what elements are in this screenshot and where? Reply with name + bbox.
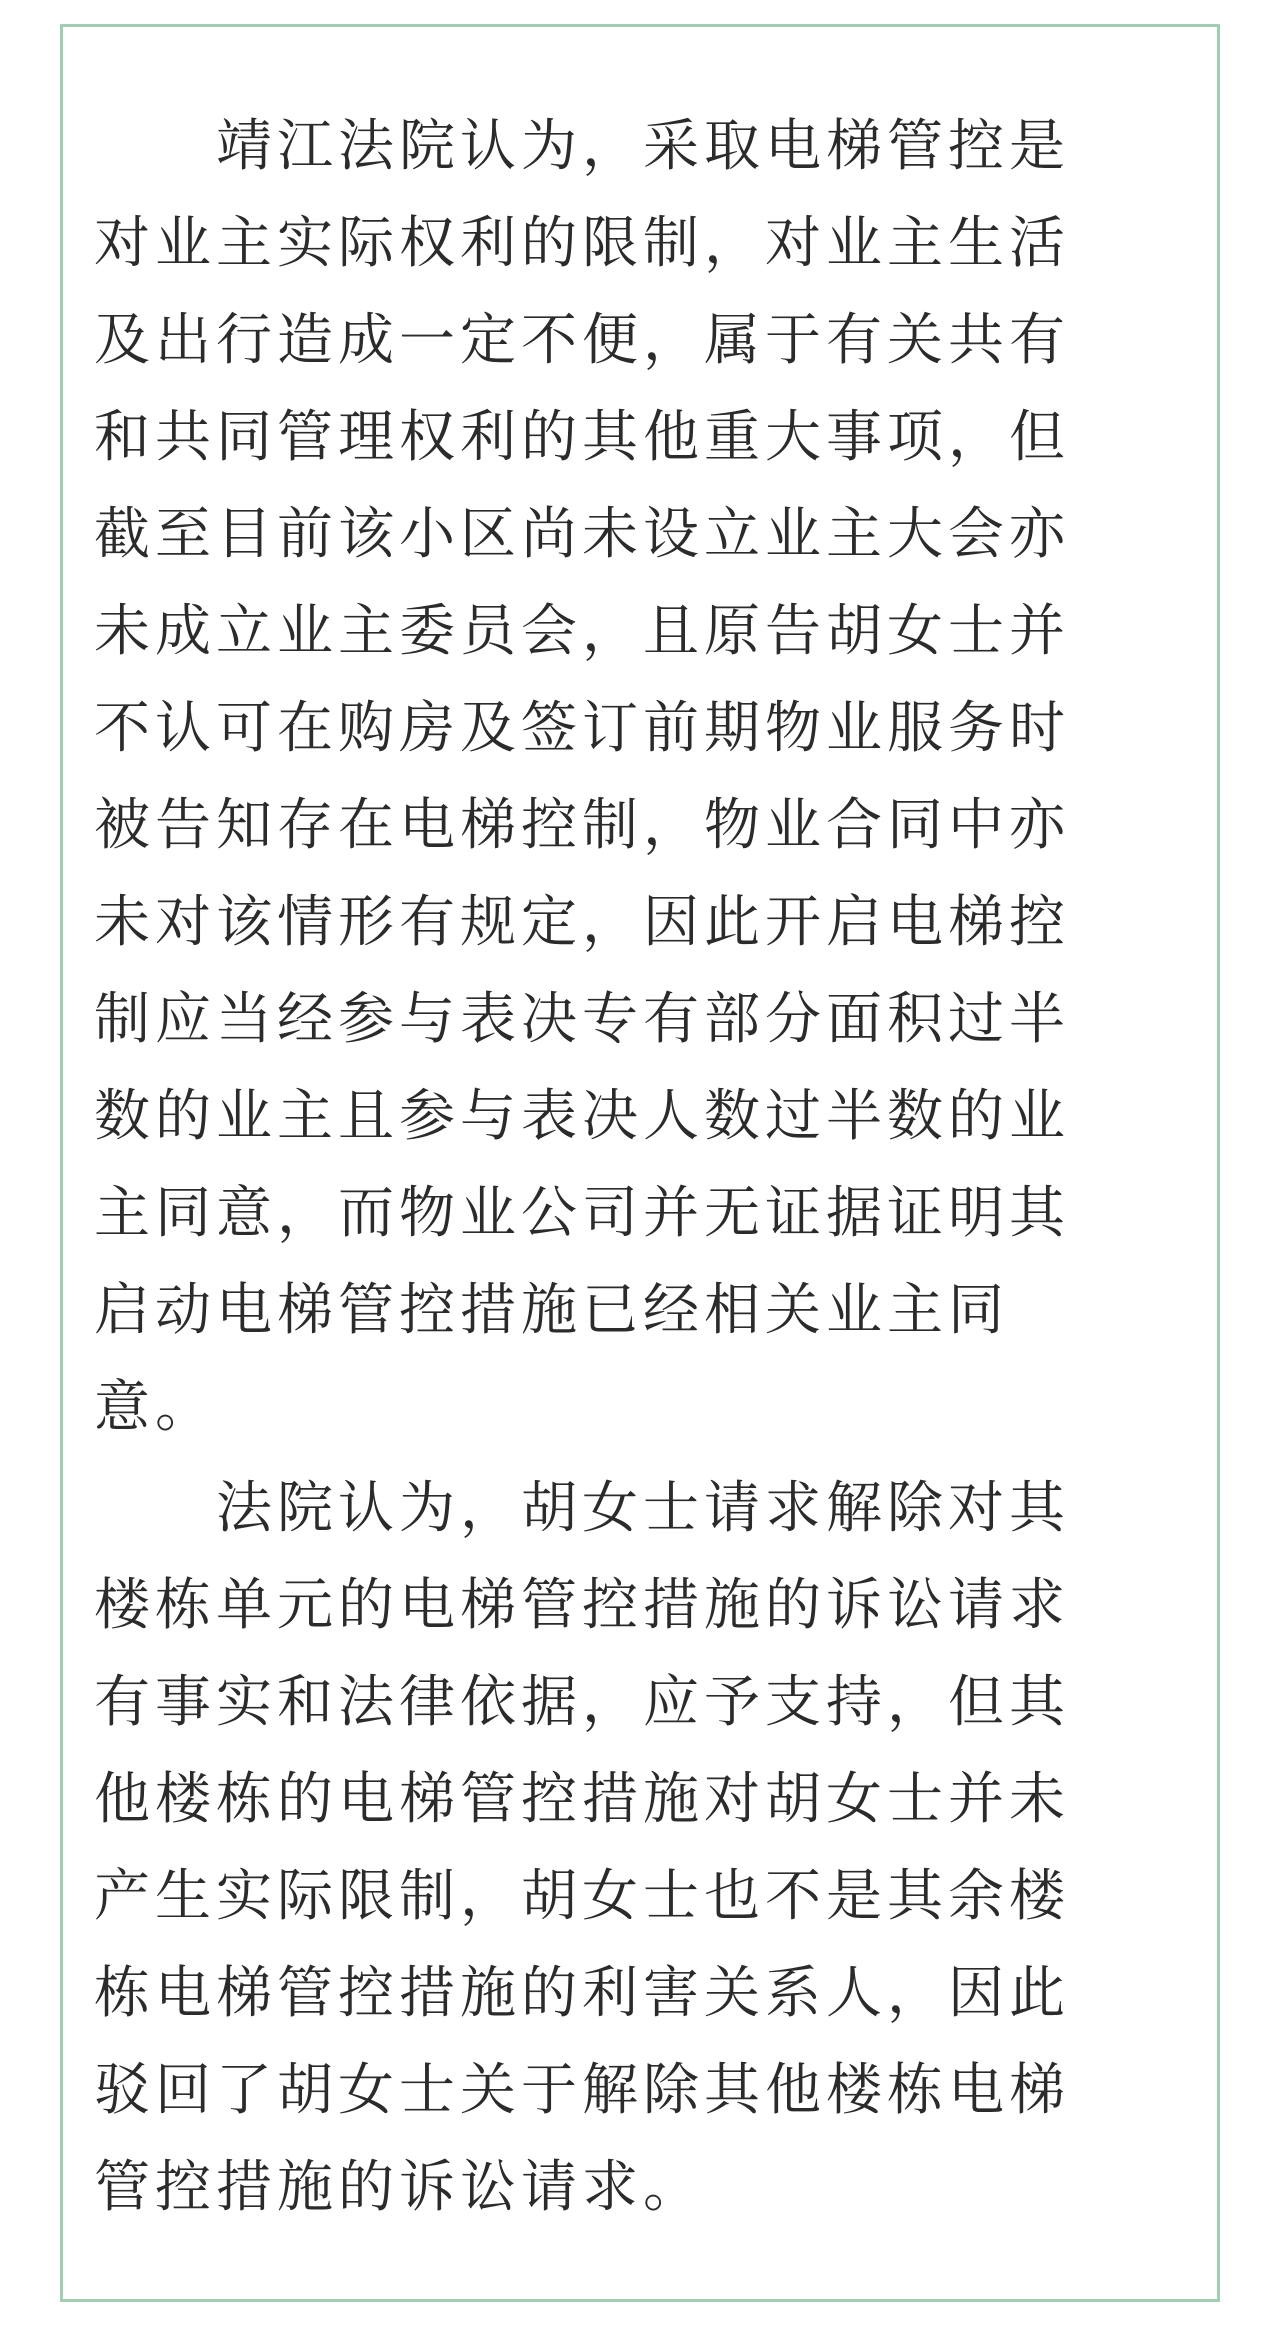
text-line: 驳回了胡女士关于解除其他楼栋电梯 xyxy=(94,2058,1070,2123)
text-line: 启动电梯管控措施已经相关业主同 xyxy=(94,1278,1009,1343)
article-body xyxy=(94,98,1094,2236)
text-line: 主同意，而物业公司并无证据证明其 xyxy=(94,1181,1070,1246)
text-line: 及出行造成一定不便，属于有关共有 xyxy=(94,308,1070,373)
text-line: 截至目前该小区尚未设立业主大会亦 xyxy=(94,502,1070,567)
text-line: 意。 xyxy=(94,1375,216,1440)
text-line: 管控措施的诉讼请求。 xyxy=(94,2155,704,2220)
text-line: 和共同管理权利的其他重大事项，但 xyxy=(94,405,1070,470)
text-line: 制应当经参与表决专有部分面积过半 xyxy=(94,987,1070,1052)
text-line: 对业主实际权利的限制，对业主生活 xyxy=(94,211,1070,276)
text-line: 数的业主且参与表决人数过半数的业 xyxy=(94,1084,1070,1149)
paragraph-court-ruling xyxy=(94,1460,1094,2236)
text-line: 不认可在购房及签订前期物业服务时 xyxy=(94,696,1070,761)
text-line: 被告知存在电梯控制，物业合同中亦 xyxy=(94,793,1070,858)
text-line: 产生实际限制，胡女士也不是其余楼 xyxy=(94,1864,1070,1929)
text-line: 栋电梯管控措施的利害关系人，因此 xyxy=(94,1961,1070,2026)
paragraph-court-reasoning xyxy=(94,98,1094,1456)
text-line: 楼栋单元的电梯管控措施的诉讼请求 xyxy=(94,1573,1070,1638)
text-line: 未成立业主委员会，且原告胡女士并 xyxy=(94,599,1070,664)
text-line: 未对该情形有规定，因此开启电梯控 xyxy=(94,890,1070,955)
text-line: 靖江法院认为，采取电梯管控是 xyxy=(94,114,1070,179)
text-line: 他楼栋的电梯管控措施对胡女士并未 xyxy=(94,1767,1070,1832)
text-line: 法院认为，胡女士请求解除对其 xyxy=(94,1476,1070,1541)
text-line: 有事实和法律依据，应予支持，但其 xyxy=(94,1670,1070,1735)
